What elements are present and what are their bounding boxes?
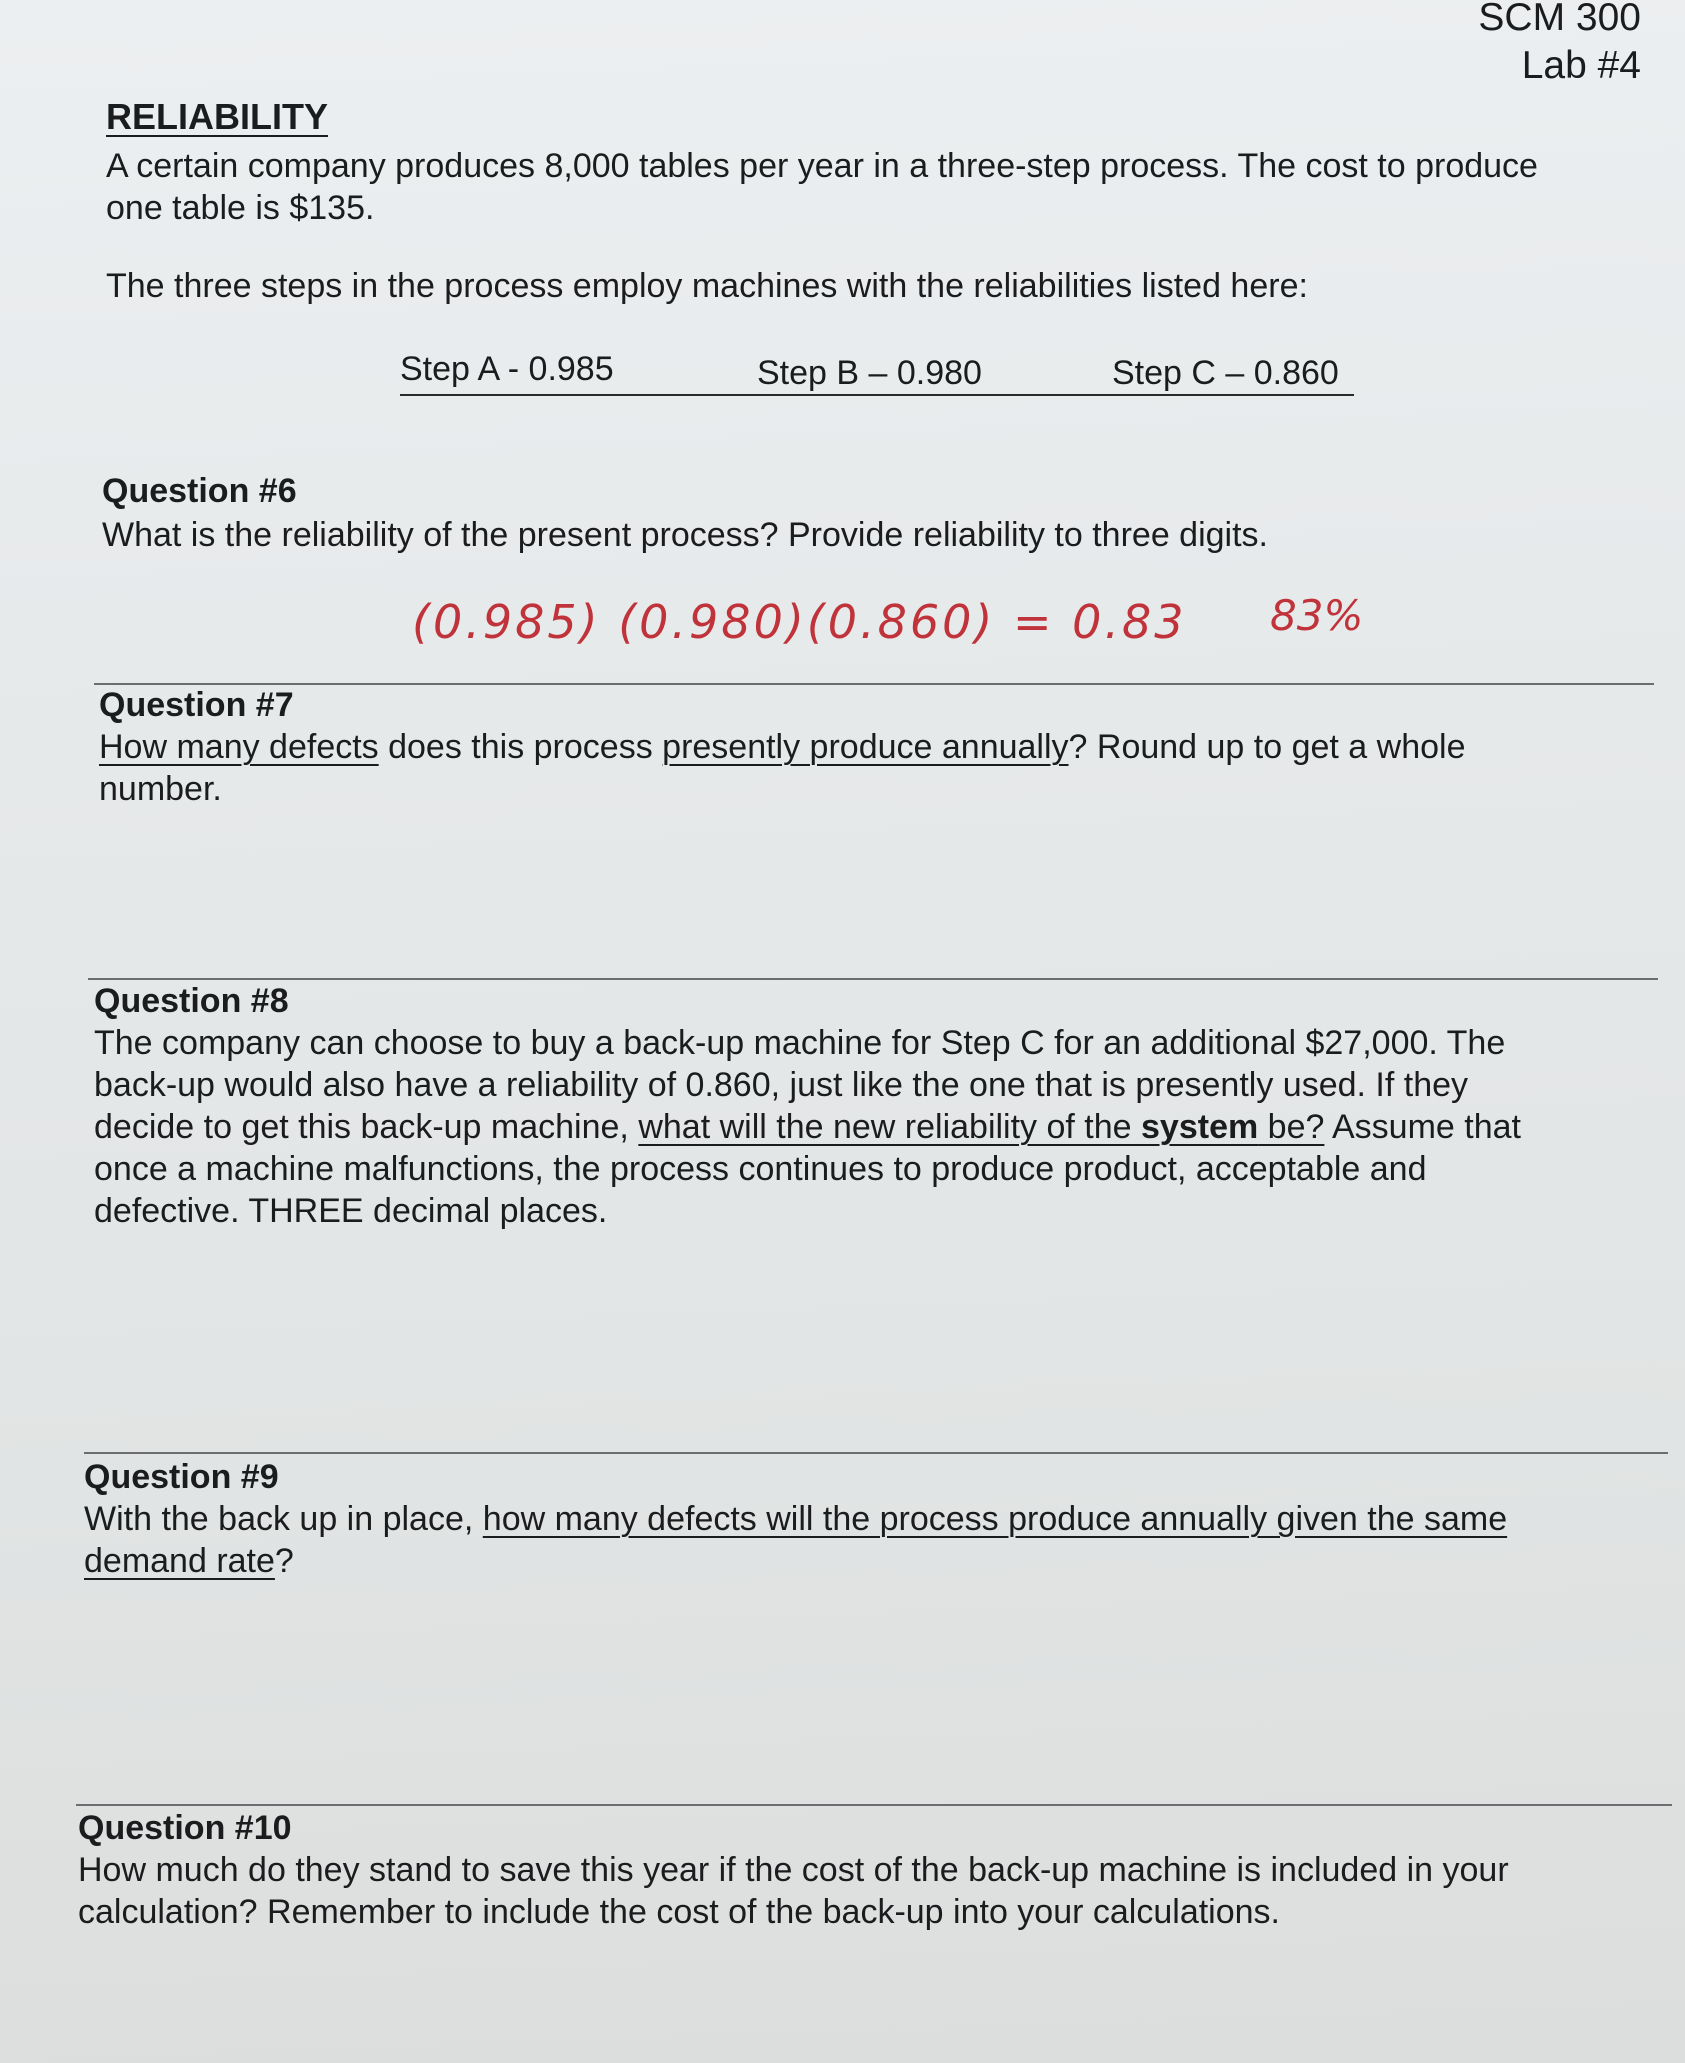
step-c-label: Step C – 0.860: [1112, 354, 1339, 392]
question-8: [94, 980, 1674, 1232]
question-7-title: Question #7: [99, 686, 294, 724]
question-9: [84, 1456, 1674, 1582]
intro-paragraph: [106, 145, 1656, 229]
intro-line: A certain company produces 8,000 tables per year in a three-step process. The cost to produce: [106, 147, 1538, 185]
question-7-text: [99, 726, 1669, 768]
section-title: RELIABILITY: [106, 96, 328, 137]
question-9-line: [84, 1540, 1674, 1582]
divider: [84, 1452, 1668, 1454]
divider: [76, 1804, 1672, 1806]
course-code: SCM 300: [1478, 0, 1641, 39]
emphasis-text: How many defects: [99, 728, 379, 766]
emphasis-part: be?: [1258, 1108, 1325, 1146]
question-8-title: Question #8: [94, 982, 289, 1020]
plain-text: decide to get this back-up machine,: [94, 1108, 639, 1146]
plain-text: ? Round up to get a whole: [1068, 728, 1466, 766]
emphasis-text: demand rate: [84, 1542, 275, 1580]
emphasis-text: how many defects will the process produce annually given the same: [482, 1500, 1508, 1538]
plain-text: does this process: [378, 728, 663, 766]
page-header: [1478, 0, 1641, 90]
question-10-title: Question #10: [78, 1809, 292, 1847]
intro-line: one table is $135.: [106, 189, 375, 227]
emphasis-part: what will the new reliability of the: [638, 1108, 1142, 1146]
question-8-line: [94, 1106, 1674, 1148]
plain-text: Assume that: [1324, 1108, 1521, 1146]
question-10: [78, 1807, 1678, 1933]
question-10-line: calculation? Remember to include the cost of the back-up into your calculations.: [78, 1893, 1280, 1931]
emphasis-text: [638, 1108, 1324, 1146]
question-10-line: How much do they stand to save this year if the cost of the back-up machine is included in your: [78, 1851, 1509, 1889]
question-6-title: Question #6: [102, 472, 297, 510]
question-7: [99, 684, 1669, 810]
question-8-line: once a machine malfunctions, the process continues to produce product, acceptable and: [94, 1150, 1427, 1188]
handwritten-calculation: (0.985) (0.980)(0.860) = 0.83: [412, 595, 1187, 649]
question-8-line: back-up would also have a reliability of 0.860, just like the one that is presently used. If they: [94, 1066, 1469, 1104]
bold-emphasis-text: system: [1141, 1108, 1259, 1146]
step-reliability-list: [400, 348, 1354, 396]
question-9-title: Question #9: [84, 1458, 279, 1496]
lab-number: Lab #4: [1521, 44, 1641, 87]
question-9-line: [84, 1498, 1674, 1540]
question-6-text: What is the reliability of the present process? Provide reliability to three digits.: [102, 516, 1268, 554]
handwritten-percent: 83%: [1270, 591, 1364, 640]
plain-text: With the back up in place,: [84, 1500, 483, 1538]
intro-steps-sentence: The three steps in the process employ machines with the reliabilities listed here:: [106, 267, 1308, 305]
step-a-label: Step A - 0.985: [400, 350, 614, 388]
question-6: [102, 470, 1662, 556]
question-8-line: defective. THREE decimal places.: [94, 1192, 608, 1230]
handwritten-answer-q6: [408, 578, 1408, 658]
question-7-text-cont: number.: [99, 770, 222, 808]
step-b-label: Step B – 0.980: [757, 354, 982, 392]
emphasis-text: presently produce annually: [662, 728, 1069, 766]
question-8-line: The company can choose to buy a back-up machine for Step C for an additional $27,000. The: [94, 1024, 1506, 1062]
plain-text: ?: [274, 1542, 294, 1580]
